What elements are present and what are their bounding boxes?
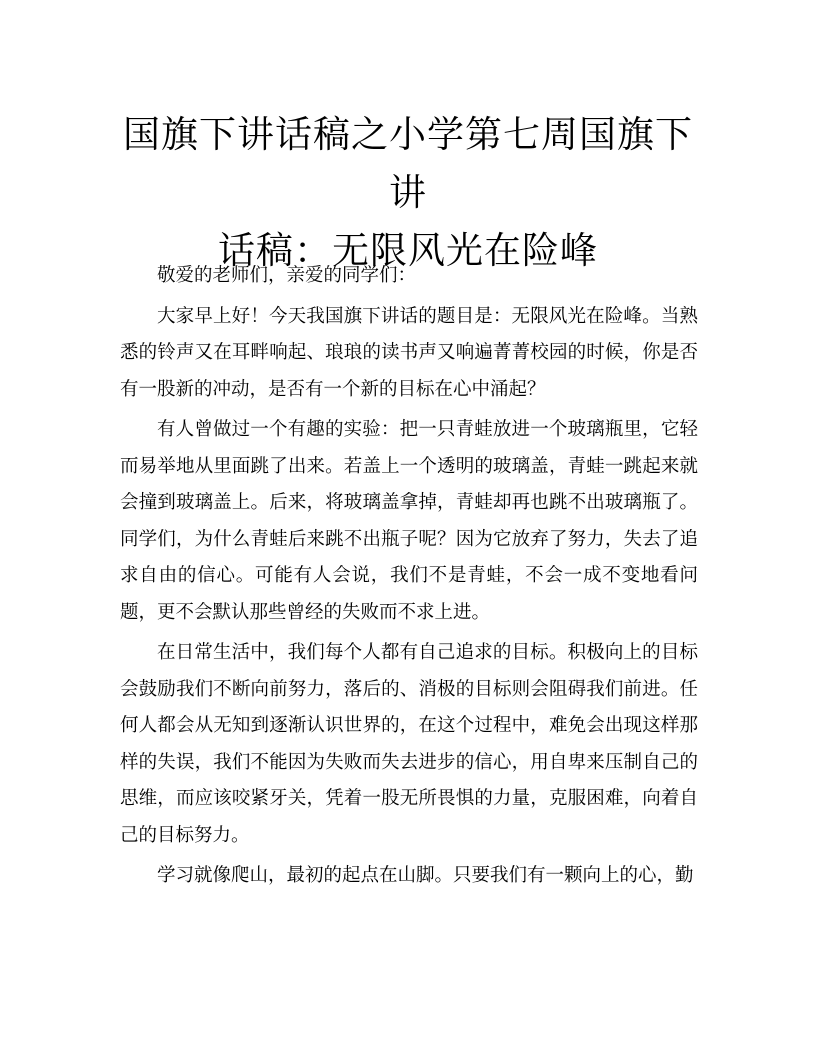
- body-paragraph: 有人曾做过一个有趣的实验：把一只青蛙放进一个玻璃瓶里，它轻而易举地从里面跳了出来。若盖上一个透明的玻璃盖，青蛙一跳起来就会撞到玻璃盖上。后来，将玻璃盖拿掉，青蛙却再也跳不出玻璃瓶了。同学们，为什么青蛙后来跳不出瓶子呢？因为它放弃了努力，失去了追求自由的信心。可能有人会说，我们不是青蛙，不会一成不变地看问题，更不会默认那些曾经的失败而不求上进。: [120, 419, 698, 623]
- body-paragraph: 在日常生活中，我们每个人都有自己追求的目标。积极向上的目标会鼓励我们不断向前努力，落后的、消极的目标则会阻碍我们前进。任何人都会从无知到逐渐认识世界的，在这个过程中，难免会出现这样那样的失误，我们不能因为失败而失去进步的信心，用自卑来压制自己的思维，而应该咬紧牙关，凭着一股无所畏惧的力量，克服困难，向着自己的目标努力。: [120, 642, 698, 846]
- body-paragraph: 大家早上好！今天我国旗下讲话的题目是：无限风光在险峰。当熟悉的铃声又在耳畔响起、琅琅的读书声又响遍菁菁校园的时候，你是否有一股新的冲动，是否有一个新的目标在心中涌起？: [120, 305, 698, 400]
- salutation-paragraph: 敬爱的老师们，亲爱的同学们：: [157, 265, 417, 286]
- document-body: [120, 258, 698, 895]
- body-paragraph: 学习就像爬山，最初的起点在山脚。只要我们有一颗向上的心，勤: [157, 865, 694, 886]
- document-title: [118, 106, 698, 280]
- title-line-1: 国旗下讲话稿之小学第七周国旗下讲: [123, 113, 693, 214]
- title-line-2: 话稿：无限风光在险峰: [218, 229, 598, 272]
